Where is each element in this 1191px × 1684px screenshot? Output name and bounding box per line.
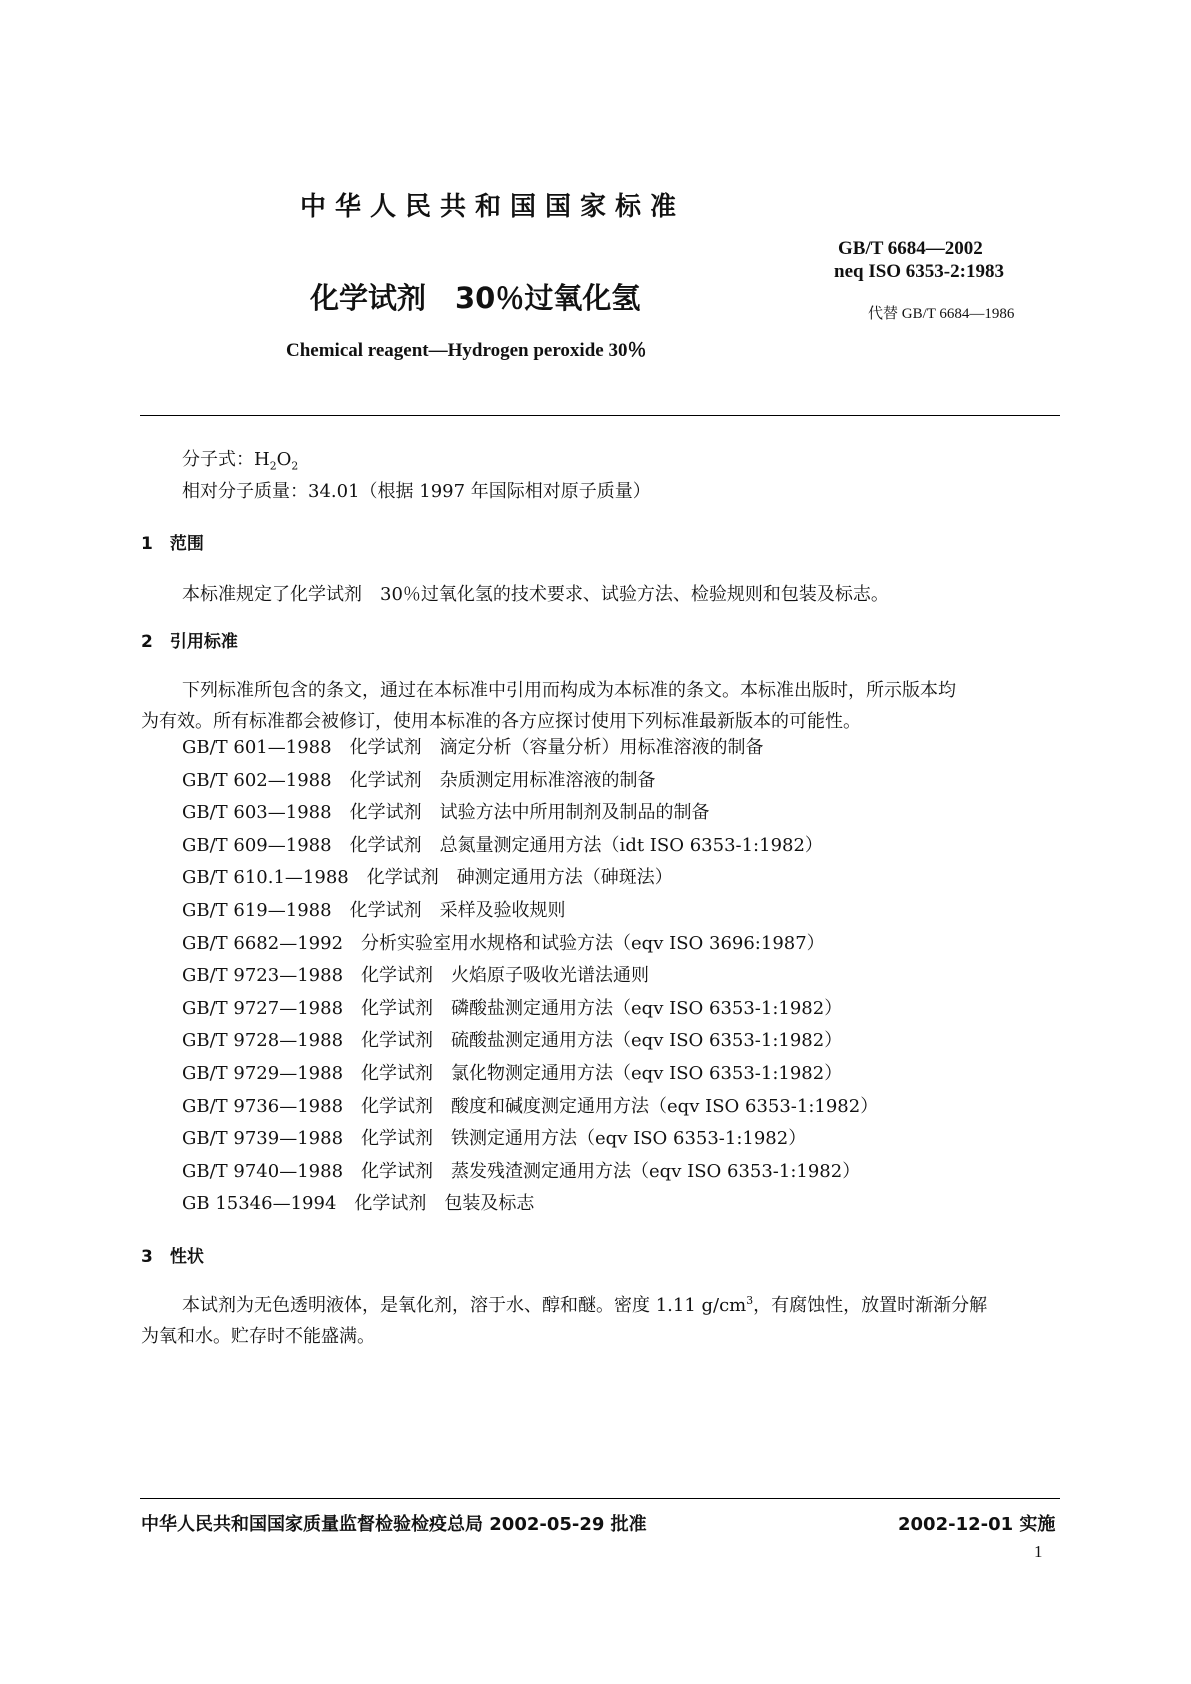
reference-item: GB/T 602—1988 化学试剂 杂质测定用标准溶液的制备 — [182, 769, 656, 791]
reference-item: GB/T 619—1988 化学试剂 采样及验收规则 — [182, 899, 566, 921]
section-3-paragraph-line-2: 为氧和水。贮存时不能盛满。 — [141, 1326, 375, 1347]
effective-date: 2002-12-01 实施 — [898, 1514, 1056, 1535]
reference-item: GB/T 9740—1988 化学试剂 蒸发残渣测定通用方法（eqv ISO 6353-1:1982） — [182, 1160, 861, 1182]
reference-item: GB/T 601—1988 化学试剂 滴定分析（容量分析）用标准溶液的制备 — [182, 737, 764, 758]
normative-references-list — [182, 737, 878, 1226]
document-title-en: Chemical reagent—Hydrogen peroxide 30％ — [286, 340, 647, 361]
section-1-body: 本标准规定了化学试剂 30％过氧化氢的技术要求、试验方法、检验规则和包装及标志。 — [182, 584, 889, 605]
reference-item: GB/T 609—1988 化学试剂 总氮量测定通用方法（idt ISO 6353-1:1982） — [182, 834, 823, 856]
section-3-paragraph-line-1 — [182, 1291, 987, 1317]
section-1-heading: 1 范围 — [141, 534, 204, 554]
formula-sub-1: 2 — [269, 459, 277, 473]
standard-code: GB/T 6684—2002 — [838, 238, 983, 259]
reference-item: GB/T 9729—1988 化学试剂 氯化物测定通用方法（eqv ISO 6353-1:1982） — [182, 1062, 843, 1084]
reference-item: GB/T 9728—1988 化学试剂 硫酸盐测定通用方法（eqv ISO 6353-1:1982） — [182, 1030, 843, 1052]
density-unit-exponent: 3 — [746, 1294, 754, 1307]
section-2-paragraph-line-1: 下列标准所包含的条文，通过在本标准中引用而构成为本标准的条文。本标准出版时，所示版本均 — [182, 680, 956, 701]
equivalence-note: neq ISO 6353-2:1983 — [834, 261, 1004, 282]
reference-item: GB/T 9727—1988 化学试剂 磷酸盐测定通用方法（eqv ISO 6353-1:1982） — [182, 997, 843, 1019]
section-2-paragraph-line-2: 为有效。所有标准都会被修订，使用本标准的各方应探讨使用下列标准最新版本的可能性。 — [141, 711, 861, 732]
section-2-heading: 2 引用标准 — [141, 632, 238, 652]
reference-item: GB/T 610.1—1988 化学试剂 砷测定通用方法（砷斑法） — [182, 867, 673, 889]
section-3-text-a: 本试剂为无色透明液体，是氧化剂，溶于水、醇和醚。密度 1.11 g/cm — [182, 1295, 747, 1316]
reference-item: GB/T 603—1988 化学试剂 试验方法中所用制剂及制品的制备 — [182, 802, 710, 824]
formula-sub-2: 2 — [291, 459, 299, 473]
national-standard-heading: 中华人民共和国国家标准 — [300, 192, 686, 222]
reference-item: GB/T 6682—1992 分析实验室用水规格和试验方法（eqv ISO 3696:1987） — [182, 932, 825, 954]
reference-item: GB/T 9739—1988 化学试剂 铁测定通用方法（eqv ISO 6353-1:1982） — [182, 1128, 807, 1150]
header-divider — [140, 415, 1060, 416]
approval-statement: 中华人民共和国国家质量监督检验检疫总局 2002-05-29 批准 — [141, 1514, 647, 1535]
molecular-formula — [182, 445, 298, 473]
reference-item: GB/T 9736—1988 化学试剂 酸度和碱度测定通用方法（eqv ISO 6353-1:1982） — [182, 1095, 879, 1117]
molecular-weight: 相对分子质量：34.01（根据 1997 年国际相对原子质量） — [182, 481, 651, 502]
reference-item: GB 15346—1994 化学试剂 包装及标志 — [182, 1193, 535, 1215]
formula-h: H — [254, 449, 270, 470]
formula-label: 分子式： — [182, 449, 254, 470]
page-number: 1 — [1034, 1542, 1043, 1561]
reference-item: GB/T 9723—1988 化学试剂 火焰原子吸收光谱法通则 — [182, 965, 650, 987]
document-title-cn: 化学试剂 30％过氧化氢 — [310, 281, 641, 315]
footer-divider — [140, 1498, 1060, 1499]
section-3-text-b: ，有腐蚀性，放置时渐渐分解 — [753, 1295, 988, 1316]
section-3-heading: 3 性状 — [141, 1247, 204, 1267]
formula-o: O — [276, 449, 292, 470]
replaces-note: 代替 GB/T 6684—1986 — [868, 306, 1015, 322]
